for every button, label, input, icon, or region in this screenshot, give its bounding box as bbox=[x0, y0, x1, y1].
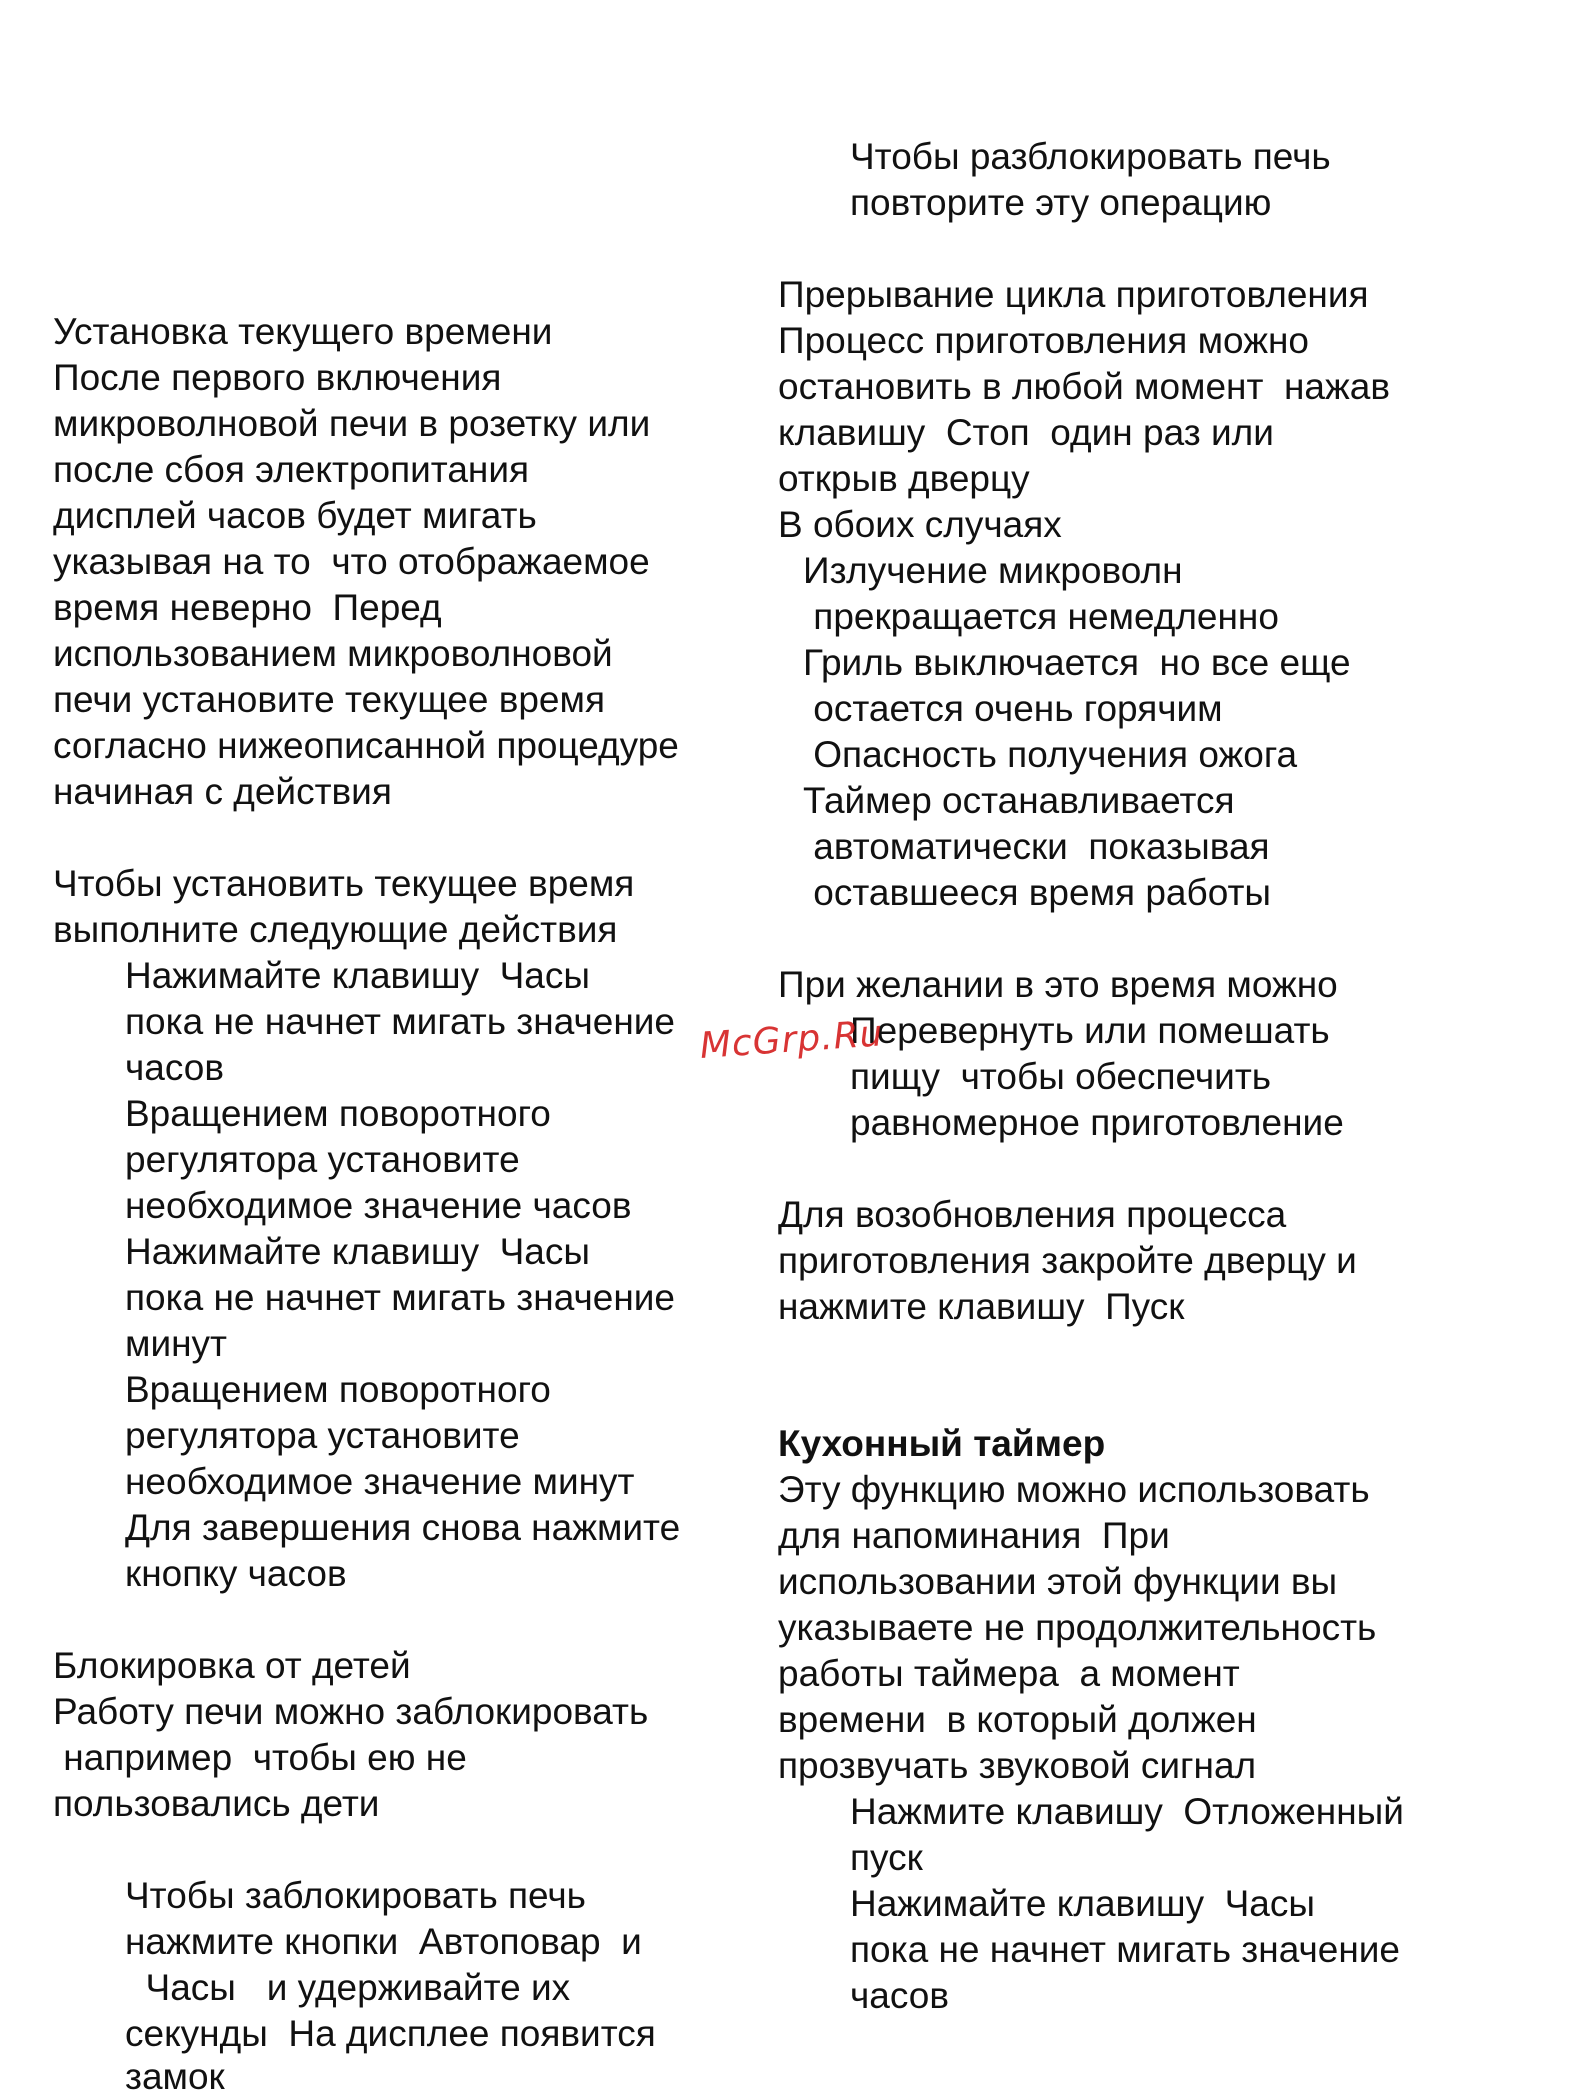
heading-interrupt-cycle: Прерывание цикла приготовления bbox=[778, 274, 1369, 315]
step-line: замок bbox=[125, 2056, 225, 2097]
text-line: Эту функцию можно использовать bbox=[778, 1469, 1370, 1510]
text-line: повторите эту операцию bbox=[850, 182, 1272, 223]
text-line: Чтобы разблокировать печь bbox=[850, 136, 1331, 177]
step-line: часов bbox=[850, 1975, 950, 2016]
heading-child-lock: Блокировка от детей bbox=[53, 1645, 411, 1686]
bullet-line: прекращается немедленно bbox=[803, 596, 1279, 637]
step-line: кнопку часов bbox=[125, 1553, 347, 1594]
heading-set-time: Установка текущего времени bbox=[53, 311, 553, 352]
text-line: клавишу Стоп один раз или bbox=[778, 412, 1274, 453]
step-line: Вращением поворотного bbox=[125, 1369, 551, 1410]
text-line: После первого включения bbox=[53, 357, 502, 398]
text-line: приготовления закройте дверцу и bbox=[778, 1240, 1357, 1281]
heading-kitchen-timer: Кухонный таймер bbox=[778, 1423, 1106, 1464]
step-line: Нажмите клавишу Отложенный bbox=[850, 1791, 1404, 1832]
step-line: часов bbox=[125, 1047, 225, 1088]
step-line: необходимое значение часов bbox=[125, 1185, 632, 1226]
text-line: для напоминания При bbox=[778, 1515, 1170, 1556]
step-line: Для завершения снова нажмите bbox=[125, 1507, 681, 1548]
text-line: использованием микроволновой bbox=[53, 633, 613, 674]
bullet-line: автоматически показывая bbox=[803, 826, 1270, 867]
step-line: Чтобы заблокировать печь bbox=[125, 1875, 586, 1916]
step-line: Часы и удерживайте их bbox=[125, 1967, 571, 2008]
bullet-line: оставшееся время работы bbox=[803, 872, 1271, 913]
text-line: остановить в любой момент нажав bbox=[778, 366, 1390, 407]
text-line: Чтобы установить текущее время bbox=[53, 863, 635, 904]
text-line: после сбоя электропитания bbox=[53, 449, 530, 490]
text-line: печи установите текущее время bbox=[53, 679, 605, 720]
step-line: регулятора установите bbox=[125, 1139, 520, 1180]
bullet-line: Гриль выключается но все еще bbox=[803, 642, 1351, 683]
text-line: указывая на то что отображаемое bbox=[53, 541, 650, 582]
text-line: микроволновой печи в розетку или bbox=[53, 403, 651, 444]
text-line: нажмите клавишу Пуск bbox=[778, 1286, 1185, 1327]
step-line: секунды На дисплее появится bbox=[125, 2013, 656, 2054]
text-line: Процесс приготовления можно bbox=[778, 320, 1309, 361]
step-line: пуск bbox=[850, 1837, 923, 1878]
text-line: прозвучать звуковой сигнал bbox=[778, 1745, 1257, 1786]
step-line: пока не начнет мигать значение bbox=[125, 1001, 675, 1042]
text-line: использовании этой функции вы bbox=[778, 1561, 1338, 1602]
step-line: пока не начнет мигать значение bbox=[850, 1929, 1400, 1970]
step-line: регулятора установите bbox=[125, 1415, 520, 1456]
text-line: Работу печи можно заблокировать bbox=[53, 1691, 649, 1732]
text-line: Для возобновления процесса bbox=[778, 1194, 1287, 1235]
step-line: равномерное приготовление bbox=[850, 1102, 1344, 1143]
text-line: При желании в это время можно bbox=[778, 964, 1338, 1005]
text-line: начиная с действия bbox=[53, 771, 392, 812]
watermark-logo: McGrp.Ru bbox=[698, 1013, 885, 1067]
text-line: пользовались дети bbox=[53, 1783, 380, 1824]
bullet-line: Излучение микроволн bbox=[803, 550, 1183, 591]
bullet-line: Опасность получения ожога bbox=[803, 734, 1298, 775]
step-line: Вращением поворотного bbox=[125, 1093, 551, 1134]
text-line: В обоих случаях bbox=[778, 504, 1062, 545]
step-line: необходимое значение минут bbox=[125, 1461, 635, 1502]
text-line: например чтобы ею не bbox=[53, 1737, 467, 1778]
step-line: Нажимайте клавишу Часы bbox=[125, 1231, 590, 1272]
text-line: времени в который должен bbox=[778, 1699, 1257, 1740]
bullet-line: Таймер останавливается bbox=[803, 780, 1235, 821]
text-line: согласно нижеописанной процедуре bbox=[53, 725, 679, 766]
text-line: открыв дверцу bbox=[778, 458, 1030, 499]
step-line: пока не начнет мигать значение bbox=[125, 1277, 675, 1318]
step-line: нажмите кнопки Автоповар и bbox=[125, 1921, 642, 1962]
text-line: выполните следующие действия bbox=[53, 909, 618, 950]
text-line: указываете не продолжительность bbox=[778, 1607, 1377, 1648]
text-line: время неверно Перед bbox=[53, 587, 442, 628]
step-line: Перевернуть или помешать bbox=[850, 1010, 1330, 1051]
step-line: минут bbox=[125, 1323, 227, 1364]
text-line: работы таймера а момент bbox=[778, 1653, 1240, 1694]
step-line: Нажимайте клавишу Часы bbox=[850, 1883, 1315, 1924]
text-line: дисплей часов будет мигать bbox=[53, 495, 537, 536]
step-line: Нажимайте клавишу Часы bbox=[125, 955, 590, 996]
bullet-line: остается очень горячим bbox=[803, 688, 1223, 729]
step-line: пищу чтобы обеспечить bbox=[850, 1056, 1272, 1097]
